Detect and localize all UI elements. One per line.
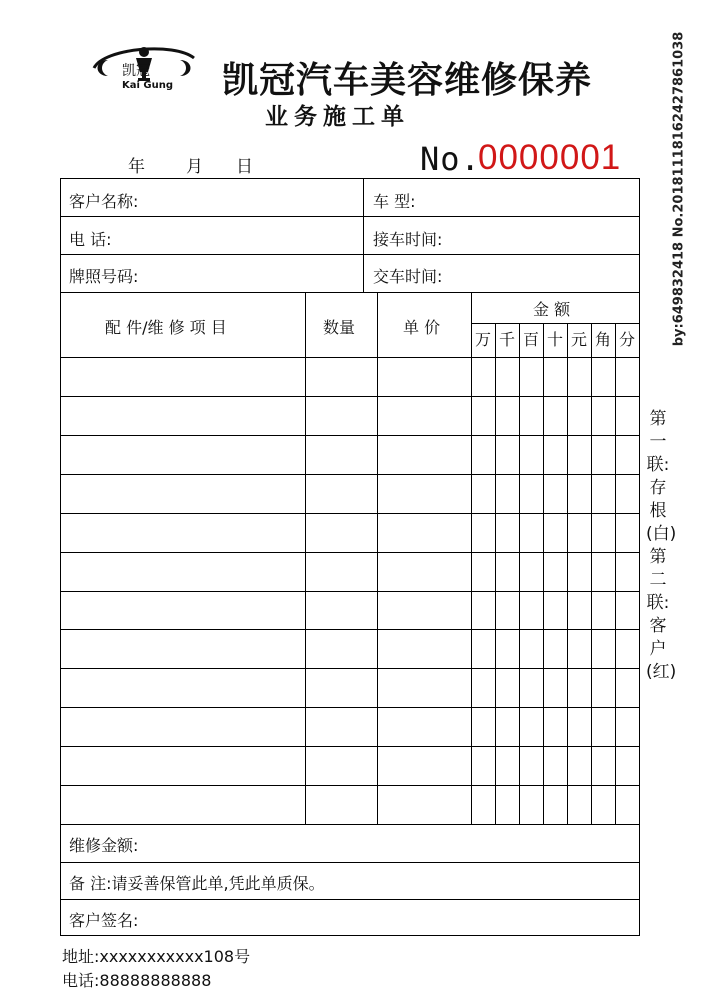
customer-name-label: 客户名称: <box>69 192 139 211</box>
logo-brand-en: Kai Gung <box>122 80 174 91</box>
side-id-watermark: by:649832418 No.20181118162427861038 <box>671 31 687 347</box>
copy-notes: 第一联:存根(白)第二联:客户(红) <box>646 409 677 682</box>
repair-amount-label: 维修金额: <box>69 836 139 855</box>
amount-column-header: 金 额 <box>533 300 571 319</box>
table-row <box>61 668 639 669</box>
table-row <box>61 396 639 397</box>
unit-price-column-header: 单 价 <box>403 318 441 337</box>
amount-unit-header: 百 <box>522 330 539 349</box>
plate-number-label: 牌照号码: <box>69 267 139 286</box>
company-name: 凯冠汽车美容维修保养 <box>222 60 593 101</box>
amount-unit-header: 角 <box>594 330 611 349</box>
amount-unit-header: 分 <box>618 330 635 349</box>
serial-prefix: No. <box>420 140 481 178</box>
phone-line: 电话:88888888888 <box>62 971 212 990</box>
car-model-label: 车 型: <box>373 192 416 211</box>
table-row <box>61 785 639 786</box>
address-line: 地址:xxxxxxxxxxx108号 <box>62 947 251 966</box>
amount-unit-header: 十 <box>546 330 563 349</box>
date-month-label: 月 <box>186 157 203 177</box>
delivery-time-label: 交车时间: <box>373 267 443 286</box>
table-row <box>61 474 639 475</box>
serial-number: 0000001 <box>478 138 622 177</box>
table-row <box>61 591 639 592</box>
form-title: 业务施工单 <box>265 104 410 130</box>
signature-label: 客户签名: <box>69 911 139 930</box>
quantity-column-header: 数量 <box>323 318 356 337</box>
amount-unit-header: 万 <box>474 330 491 349</box>
phone-label: 电 话: <box>69 230 112 249</box>
amount-unit-header: 千 <box>498 330 515 349</box>
date-year-label: 年 <box>128 157 145 177</box>
table-row <box>61 435 639 436</box>
pickup-time-label: 接车时间: <box>373 230 443 249</box>
table-row <box>61 552 639 553</box>
item-column-header: 配 件/维 修 项 目 <box>105 318 227 337</box>
amount-unit-header: 元 <box>570 330 587 349</box>
table-row <box>61 513 639 514</box>
table-row <box>61 824 639 825</box>
work-order-form <box>60 178 640 936</box>
date-day-label: 日 <box>236 157 253 177</box>
table-row <box>61 707 639 708</box>
remark-label: 备 注:请妥善保管此单,凭此单质保。 <box>69 874 325 893</box>
company-logo <box>86 36 202 96</box>
table-row <box>61 746 639 747</box>
logo-brand-cn: 凯冠 <box>122 63 150 79</box>
table-row <box>61 629 639 630</box>
